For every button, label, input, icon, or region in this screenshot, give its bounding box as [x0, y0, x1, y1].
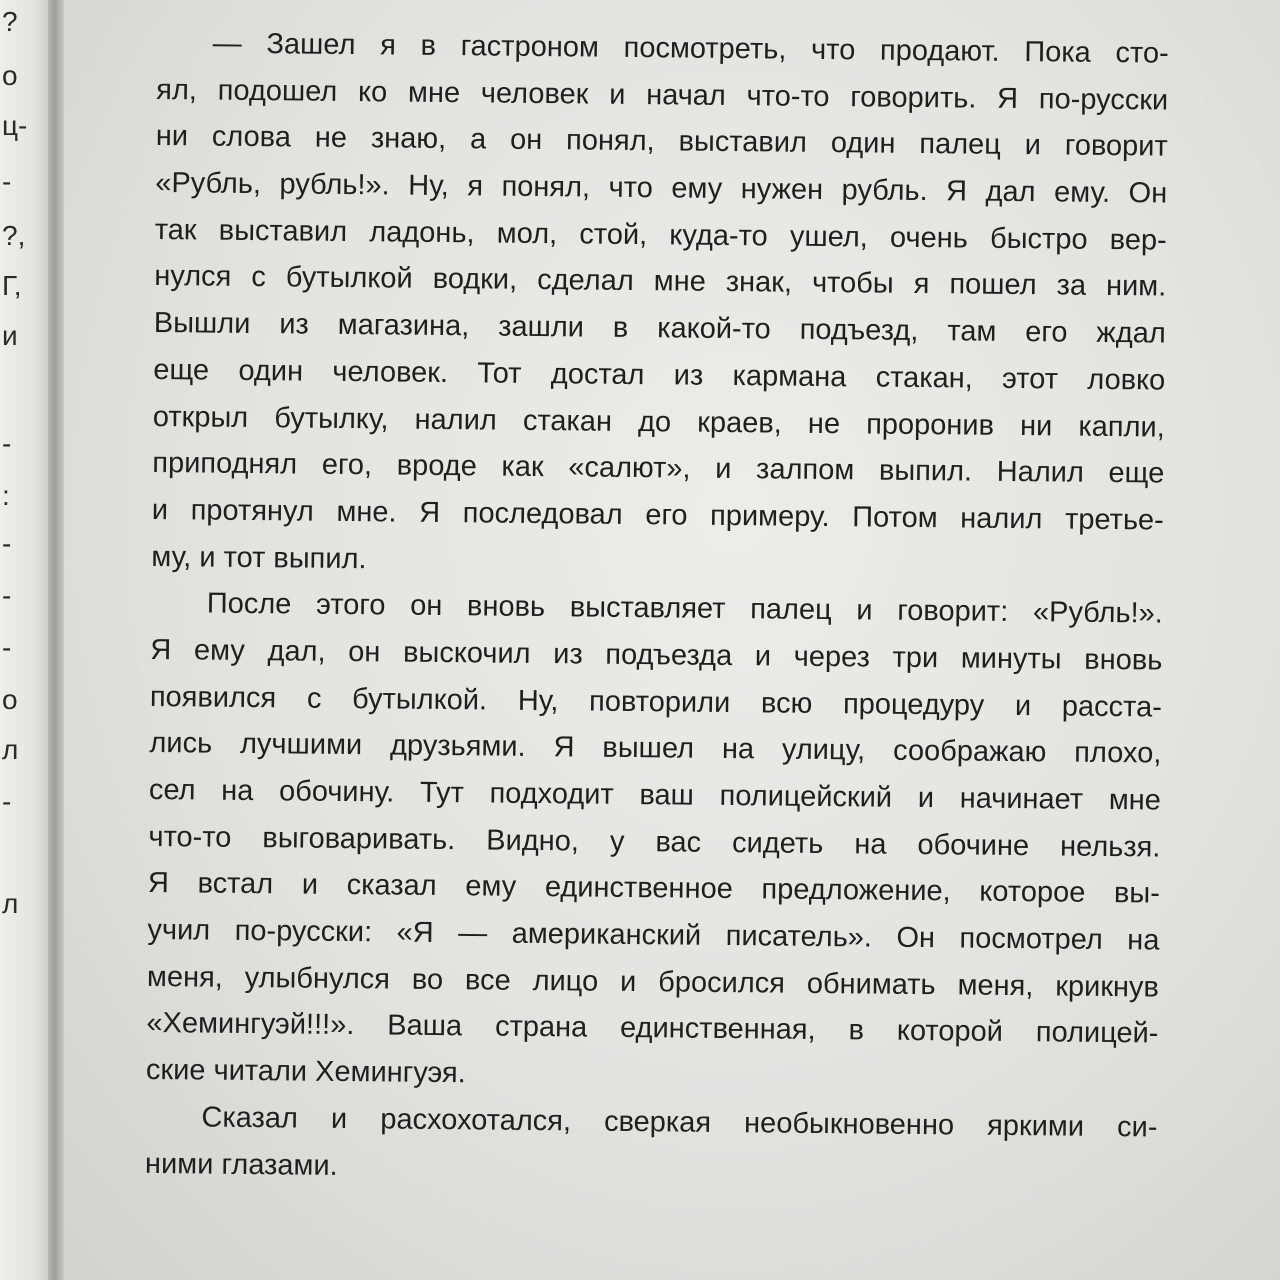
text-line: и протянул мне. Я последовал его примеру. Потом налил третье- — [151, 493, 1164, 537]
text-line: му, и тот выпил. — [151, 540, 367, 575]
text-line: ними глазами. — [144, 1147, 338, 1182]
left-page-fragment: и — [2, 320, 18, 351]
left-page-fragment: - — [2, 632, 12, 663]
paragraph — [146, 580, 1163, 1104]
text-line: меня, улыбнулся во все лицо и бросился обнимать меня, крикнув — [146, 960, 1160, 1004]
left-page-fragment: л — [2, 734, 19, 765]
text-line: что-то выговаривать. Видно, у вас сидеть на обочине нельзя. — [148, 820, 1161, 864]
book-gutter — [48, 0, 64, 1280]
text-line: так выставил ладонь, мол, стой, куда-то ушел, очень быстро вер- — [154, 213, 1167, 257]
text-line: ские читали Хемингуэя. — [145, 1054, 466, 1090]
left-page-fragment: л — [2, 888, 19, 919]
text-line: После этого он вновь выставляет палец и говорит: «Рубль!». — [206, 587, 1164, 630]
text-line: лись лучшими друзьями. Я вышел на улицу, соображаю плохо, — [149, 727, 1162, 770]
paragraph — [145, 1094, 1158, 1198]
text-line: ял, подошел ко мне человек и начал что-то говорить. Я по-русски — [156, 73, 1169, 117]
text-line: Я встал и сказал ему единственное предложение, которое вы- — [147, 867, 1161, 910]
left-page-fragment: : — [2, 480, 10, 511]
left-page-fragment: - — [2, 528, 12, 559]
left-page-fragment: o — [2, 684, 18, 715]
text-line: открыл бутылку, налил стакан до краев, не проронив ни капли, — [152, 400, 1165, 444]
left-page-fragment: ?, — [2, 220, 26, 251]
left-page-fragment: - — [2, 786, 12, 817]
text-line: сел на обочину. Тут подходит ваш полицейский и начинает мне — [148, 773, 1162, 817]
text-line: — Зашел я в гастроном посмотреть, что продают. Пока сто- — [212, 27, 1169, 70]
text-line: ни слова не знаю, а он понял, выставил один палец и говорит — [155, 120, 1168, 163]
left-page-fragment: - — [2, 580, 12, 611]
left-page-fragment: - — [2, 166, 12, 197]
paragraph — [151, 20, 1169, 591]
text-line: Я ему дал, он выскочил из подъезда и через три минуты вновь — [150, 633, 1163, 677]
text-line: Сказал и расхохотался, сверкая необыкновенно яркими си- — [201, 1101, 1158, 1144]
text-line: Вышли из магазина, зашли в какой-то подъезд, там его ждал — [153, 307, 1166, 350]
text-line: учил по-русски: «Я — американский писатель». Он посмотрел на — [147, 914, 1160, 957]
text-line: еще один человек. Тот достал из кармана стакан, этот ловко — [153, 353, 1166, 397]
page-text — [145, 20, 1169, 1198]
text-line: появился с бутылкой. Ну, повторили всю процедуру и расста- — [149, 680, 1163, 724]
left-page-fragment: Г, — [2, 270, 22, 301]
left-page-fragment: o — [2, 60, 18, 91]
left-page-fragment: - — [2, 428, 12, 459]
left-page-fragment: ? — [2, 6, 18, 37]
text-line: «Рубль, рубль!». Ну, я понял, что ему нужен рубль. Я дал ему. Он — [155, 167, 1168, 210]
left-page-edge — [0, 0, 48, 1280]
text-line: «Хемингуэй!!!». Ваша страна единственная, в которой полицей- — [146, 1007, 1159, 1050]
text-line: приподнял его, вроде как «салют», и залпом выпил. Налил еще — [152, 447, 1165, 490]
left-page-fragment: ц- — [2, 110, 28, 141]
text-line: нулся с бутылкой водки, сделал мне знак, чтобы я пошел за ним. — [154, 260, 1167, 304]
